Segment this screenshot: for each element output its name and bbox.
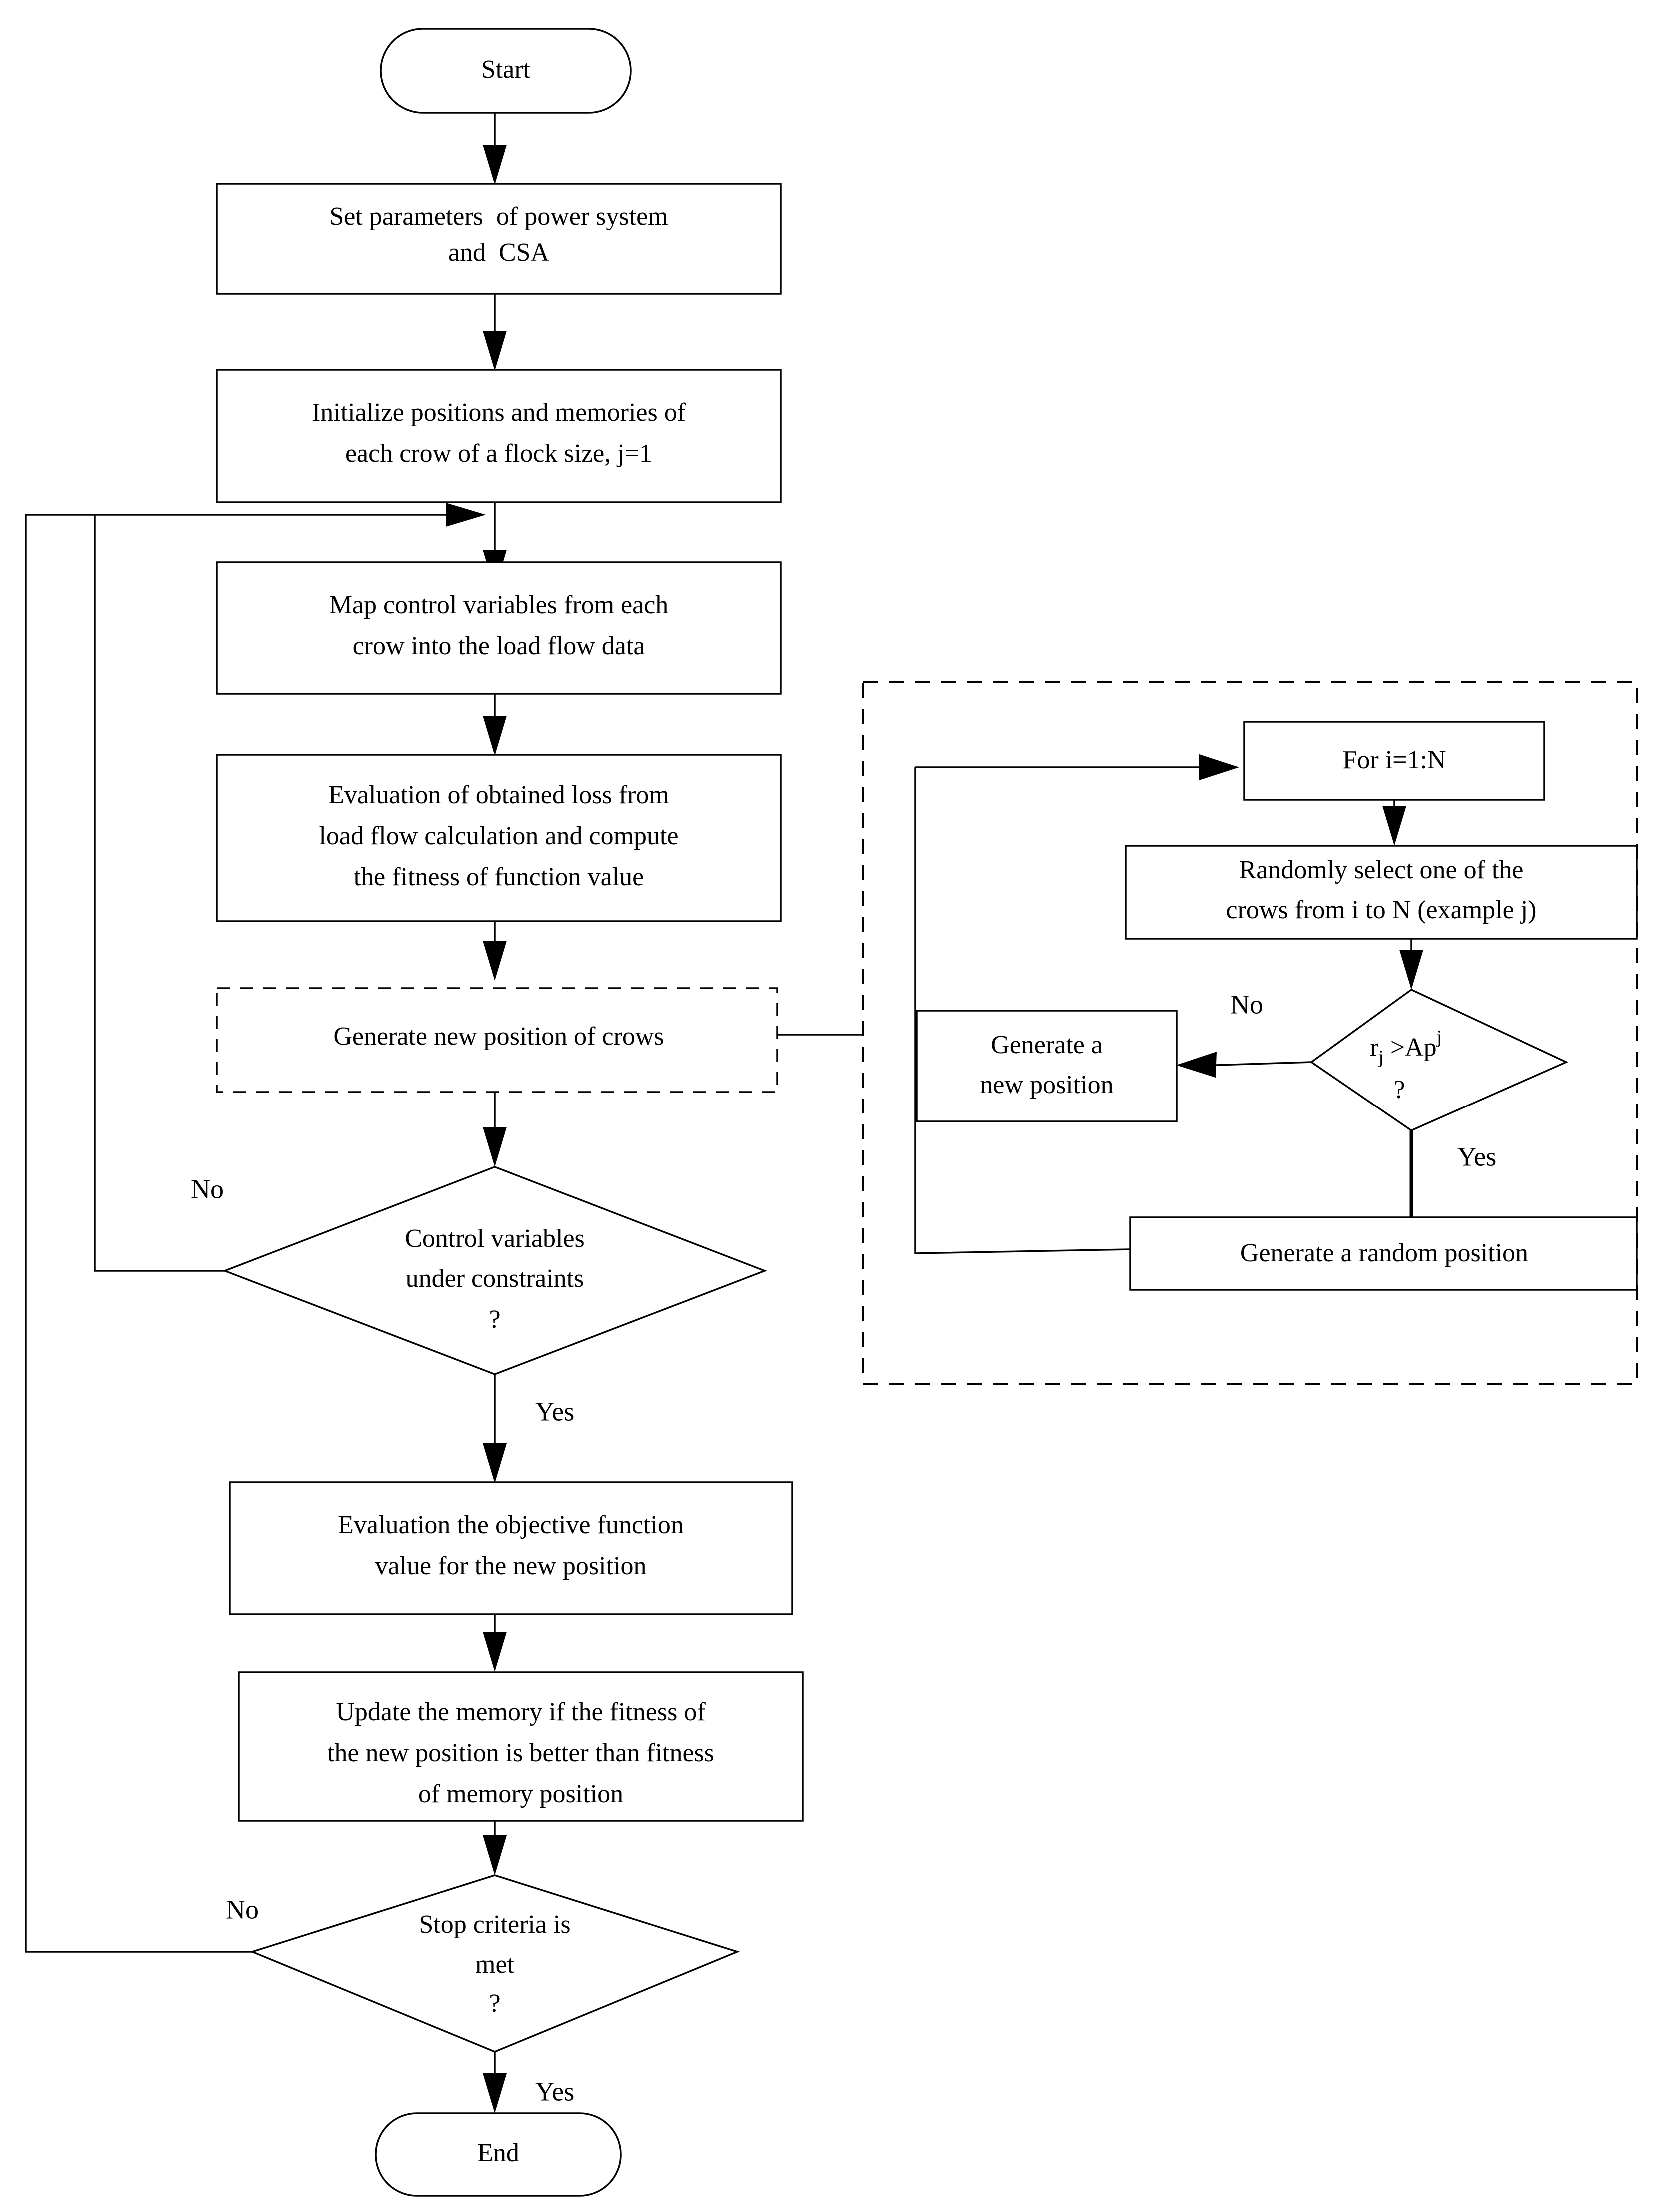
node-map-control[interactable] <box>217 562 781 694</box>
node-generate-new-position-sub[interactable] <box>917 1011 1177 1121</box>
node-initialize[interactable] <box>217 370 781 502</box>
node-update-memory-line1: Update the memory if the fitness of <box>336 1697 706 1726</box>
r-subscript: j <box>1378 1046 1384 1068</box>
edge-set-parameters-to-initialize <box>483 293 507 371</box>
edge-generate-new-position-to-control-constraints <box>483 1092 507 1167</box>
edge-stop-criteria-yes-to-end <box>483 2052 507 2113</box>
edge-evaluate-objective-to-update-memory <box>483 1614 507 1672</box>
edge-randomly-select-to-r-compare <box>1399 939 1423 990</box>
r-symbol: r <box>1369 1033 1379 1062</box>
gt-ap-symbol: >Ap <box>1383 1033 1437 1062</box>
edge-label-r-yes: Yes <box>1457 1141 1497 1172</box>
node-map-control-line1: Map control variables from each <box>329 590 669 619</box>
node-set-parameters-line2: and CSA <box>448 238 550 267</box>
node-evaluate-objective-line1: Evaluation the objective function <box>338 1510 684 1539</box>
node-evaluate-objective[interactable] <box>230 1482 792 1614</box>
node-update-memory[interactable] <box>239 1672 803 1821</box>
node-initialize-line1: Initialize positions and memories of <box>311 398 686 427</box>
edge-subloop-to-for-loop <box>915 754 1239 780</box>
node-stop-criteria[interactable] <box>252 1875 737 2052</box>
node-evaluate-loss-line2: load flow calculation and compute <box>319 821 679 850</box>
node-randomly-select-line1: Randomly select one of the <box>1239 855 1524 884</box>
node-randomly-select[interactable] <box>1126 846 1637 939</box>
edge-update-memory-to-stop-criteria <box>483 1821 507 1875</box>
edge-control-constraints-yes-to-evaluate-objective <box>483 1374 507 1483</box>
node-generate-random-position[interactable] <box>1130 1217 1637 1290</box>
node-update-memory-line3: of memory position <box>418 1779 624 1808</box>
node-generate-new-position-sub-line2: new position <box>980 1070 1114 1099</box>
node-for-loop[interactable] <box>1244 722 1544 800</box>
node-end-label: End <box>477 2138 519 2167</box>
edge-start-to-set-parameters <box>483 112 507 185</box>
edge-label-stop-yes: Yes <box>535 2076 575 2107</box>
node-start-label: Start <box>481 55 531 84</box>
ap-superscript: j <box>1436 1026 1442 1048</box>
node-randomly-select-line2: crows from i to N (example j) <box>1226 895 1537 924</box>
node-set-parameters[interactable] <box>217 184 781 294</box>
edge-label-r-no: No <box>1230 989 1263 1020</box>
node-for-loop-label: For i=1:N <box>1342 745 1446 774</box>
node-initialize-line2: each crow of a flock size, j=1 <box>345 439 653 468</box>
node-evaluate-loss-line1: Evaluation of obtained loss from <box>328 780 669 809</box>
node-generate-random-position-label: Generate a random position <box>1240 1238 1529 1267</box>
node-end[interactable] <box>376 2113 621 2196</box>
node-r-compare[interactable] <box>1311 990 1566 1130</box>
node-stop-criteria-line2: met <box>475 1950 514 1979</box>
node-generate-new-position-sub-line1: Generate a <box>991 1030 1103 1059</box>
node-stop-criteria-line1: Stop criteria is <box>419 1910 571 1939</box>
node-control-constraints-line1: Control variables <box>405 1224 585 1253</box>
edge-evaluate-loss-to-generate-new-position <box>483 921 507 981</box>
node-stop-criteria-line3: ? <box>489 1989 501 2018</box>
node-map-control-line2: crow into the load flow data <box>352 631 645 660</box>
edge-r-compare-no-to-generate-new-position-sub <box>1176 1052 1311 1078</box>
node-set-parameters-line1: Set parameters of power system <box>329 202 668 231</box>
node-generate-new-position-label: Generate new position of crows <box>333 1022 664 1051</box>
node-evaluate-loss-line3: the fitness of function value <box>353 862 644 891</box>
node-update-memory-line2: the new position is better than fitness <box>327 1738 715 1767</box>
edge-stop-criteria-no-loopback <box>26 515 272 1952</box>
node-control-constraints[interactable] <box>225 1167 765 1374</box>
edge-label-constraints-no: No <box>191 1174 224 1204</box>
node-control-constraints-line2: under constraints <box>405 1264 584 1293</box>
edge-label-stop-no: No <box>226 1894 259 1925</box>
node-start[interactable] <box>381 29 631 113</box>
node-control-constraints-line3: ? <box>489 1305 501 1334</box>
node-generate-new-position[interactable] <box>217 988 777 1092</box>
edge-map-control-to-evaluate-loss <box>483 694 507 756</box>
edge-for-loop-to-randomly-select <box>1382 800 1406 846</box>
node-evaluate-objective-line2: value for the new position <box>375 1551 647 1580</box>
node-r-compare-question: ? <box>1393 1075 1405 1104</box>
node-evaluate-loss[interactable] <box>217 755 781 921</box>
edge-label-constraints-yes: Yes <box>535 1396 575 1427</box>
